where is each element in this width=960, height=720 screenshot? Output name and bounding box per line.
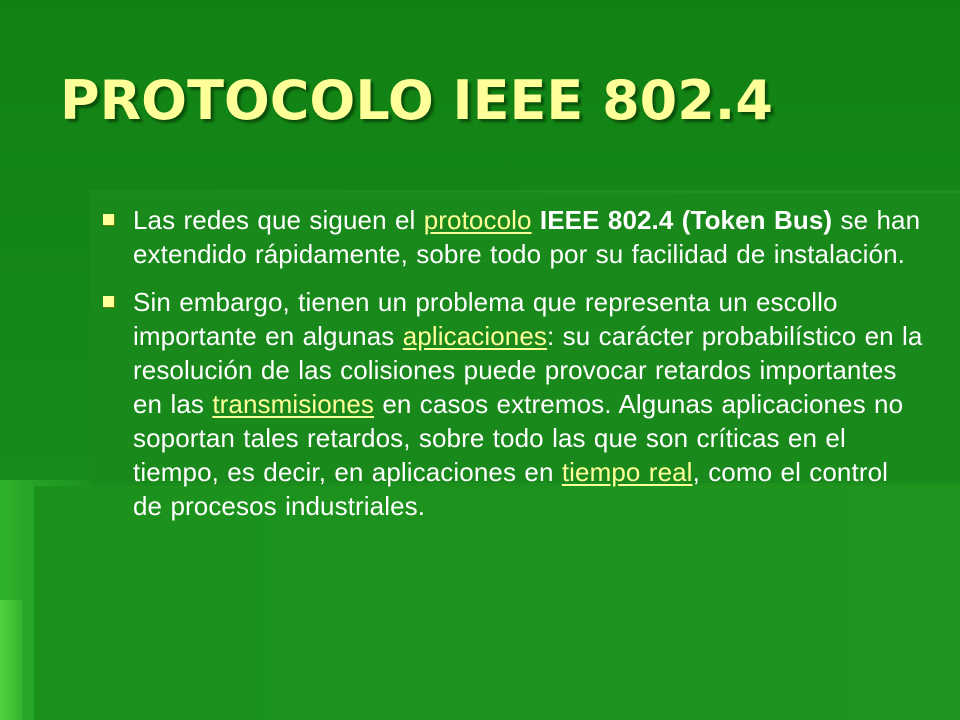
link-protocolo[interactable]: protocolo [423, 205, 532, 235]
bullet-1-bold-text: IEEE 802.4 (Token Bus) [539, 205, 833, 235]
bullet-2-text-3: en casos extremos. Algunas aplicaciones no soportan tales retardos, sobre todo las que son críticas en el tiempo, es decir, en aplicaciones en [133, 389, 904, 487]
square-bullet-icon [103, 296, 114, 307]
bullet-1-text-3: se han extendido rápidamente, sobre todo por su facilidad de instalación. [133, 205, 921, 269]
link-transmisiones[interactable]: transmisiones [212, 389, 375, 419]
bullet-list [103, 203, 923, 537]
background-strip [0, 600, 22, 720]
bullet-item-1 [103, 203, 923, 271]
bullet-2-text-4: , como el control de procesos industriales. [133, 457, 889, 521]
bullet-2-text-1: Sin embargo, tienen un problema que representa un escollo importante en algunas [133, 287, 838, 351]
link-tiempo-real[interactable]: tiempo real [561, 457, 693, 487]
bullet-1-text-1: Las redes que siguen el [133, 205, 424, 235]
bullet-1-text-2 [532, 205, 540, 235]
link-aplicaciones[interactable]: aplicaciones [402, 321, 548, 351]
bullet-2-text-2: : su carácter probabilístico en la resolución de las colisiones puede provocar retardos importantes en las [133, 321, 923, 419]
square-bullet-icon [103, 214, 114, 225]
bullet-item-2 [103, 285, 923, 523]
slide-title: PROTOCOLO IEEE 802.4 [60, 69, 773, 132]
